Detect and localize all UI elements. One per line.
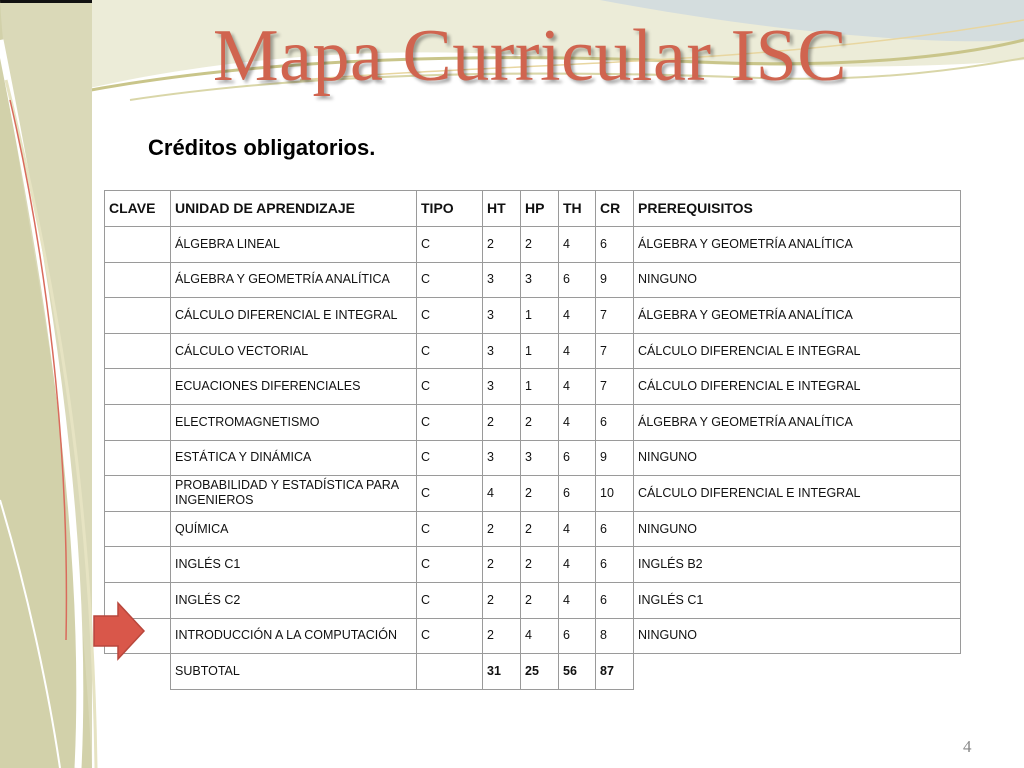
cell-th: 4 <box>559 547 596 583</box>
cell-unidad: INGLÉS C2 <box>171 582 417 618</box>
table-row <box>105 582 961 618</box>
cell-cr: 9 <box>596 262 634 298</box>
subtotal-label: SUBTOTAL <box>171 654 417 690</box>
cell-th: 4 <box>559 369 596 405</box>
column-header-th: TH <box>559 191 596 227</box>
cell-unidad: ECUACIONES DIFERENCIALES <box>171 369 417 405</box>
cell-clave <box>105 511 171 547</box>
cell-th: 6 <box>559 618 596 654</box>
table-row <box>105 333 961 369</box>
cell-ht: 3 <box>483 369 521 405</box>
cell-unidad: QUÍMICA <box>171 511 417 547</box>
cell-clave <box>105 476 171 512</box>
cell-prereq: ÁLGEBRA Y GEOMETRÍA ANALÍTICA <box>634 298 961 334</box>
cell-tipo: C <box>417 511 483 547</box>
subtotal-empty-cell <box>634 654 961 690</box>
cell-prereq: ÁLGEBRA Y GEOMETRÍA ANALÍTICA <box>634 227 961 263</box>
slide-title: Mapa Curricular ISC <box>212 15 848 97</box>
cell-unidad: ÁLGEBRA Y GEOMETRÍA ANALÍTICA <box>171 262 417 298</box>
table-row <box>105 511 961 547</box>
cell-unidad: INGLÉS C1 <box>171 547 417 583</box>
column-header-tipo: TIPO <box>417 191 483 227</box>
cell-cr: 7 <box>596 369 634 405</box>
table-row <box>105 440 961 476</box>
cell-cr: 6 <box>596 404 634 440</box>
cell-tipo: C <box>417 582 483 618</box>
cell-clave <box>105 262 171 298</box>
cell-hp: 2 <box>521 511 559 547</box>
cell-cr: 7 <box>596 298 634 334</box>
cell-prereq: NINGUNO <box>634 262 961 298</box>
column-header-prerequisitos: PREREQUISITOS <box>634 191 961 227</box>
cell-ht: 2 <box>483 618 521 654</box>
cell-clave <box>105 333 171 369</box>
cell-clave <box>105 404 171 440</box>
column-header-clave: CLAVE <box>105 191 171 227</box>
curriculum-table <box>104 190 961 690</box>
cell-clave <box>105 440 171 476</box>
cell-ht: 3 <box>483 262 521 298</box>
table-header-row <box>105 191 961 227</box>
table-row <box>105 262 961 298</box>
cell-th: 4 <box>559 333 596 369</box>
cell-clave <box>105 547 171 583</box>
cell-prereq: CÁLCULO DIFERENCIAL E INTEGRAL <box>634 333 961 369</box>
cell-prereq: NINGUNO <box>634 440 961 476</box>
cell-ht: 3 <box>483 333 521 369</box>
table-row <box>105 476 961 512</box>
cell-tipo: C <box>417 227 483 263</box>
table-row <box>105 298 961 334</box>
cell-hp: 2 <box>521 547 559 583</box>
cell-th: 4 <box>559 511 596 547</box>
subtotal-hp: 25 <box>521 654 559 690</box>
cell-ht: 3 <box>483 440 521 476</box>
cell-ht: 2 <box>483 511 521 547</box>
table-row <box>105 369 961 405</box>
cell-cr: 6 <box>596 511 634 547</box>
table-row <box>105 547 961 583</box>
subtotal-ht: 31 <box>483 654 521 690</box>
cell-tipo: C <box>417 547 483 583</box>
cell-cr: 6 <box>596 582 634 618</box>
cell-unidad: INTRODUCCIÓN A LA COMPUTACIÓN <box>171 618 417 654</box>
cell-prereq: NINGUNO <box>634 511 961 547</box>
cell-cr: 9 <box>596 440 634 476</box>
cell-ht: 2 <box>483 547 521 583</box>
cell-th: 6 <box>559 476 596 512</box>
cell-prereq: INGLÉS B2 <box>634 547 961 583</box>
page-number: 4 <box>963 737 972 756</box>
cell-unidad: ÁLGEBRA LINEAL <box>171 227 417 263</box>
cell-th: 4 <box>559 404 596 440</box>
column-header-unidad: UNIDAD DE APRENDIZAJE <box>171 191 417 227</box>
cell-cr: 6 <box>596 227 634 263</box>
cell-clave <box>105 227 171 263</box>
column-header-hp: HP <box>521 191 559 227</box>
cell-prereq: ÁLGEBRA Y GEOMETRÍA ANALÍTICA <box>634 404 961 440</box>
cell-ht: 2 <box>483 227 521 263</box>
cell-ht: 4 <box>483 476 521 512</box>
cell-prereq: CÁLCULO DIFERENCIAL E INTEGRAL <box>634 369 961 405</box>
cell-prereq: INGLÉS C1 <box>634 582 961 618</box>
column-header-cr: CR <box>596 191 634 227</box>
cell-ht: 2 <box>483 404 521 440</box>
cell-unidad: PROBABILIDAD Y ESTADÍSTICA PARA INGENIEROS <box>171 476 417 512</box>
table-row-highlighted <box>105 618 961 654</box>
cell-th: 4 <box>559 298 596 334</box>
cell-hp: 2 <box>521 404 559 440</box>
cell-unidad: CÁLCULO VECTORIAL <box>171 333 417 369</box>
cell-tipo: C <box>417 404 483 440</box>
cell-hp: 2 <box>521 227 559 263</box>
cell-unidad: CÁLCULO DIFERENCIAL E INTEGRAL <box>171 298 417 334</box>
right-arrow-icon <box>92 600 148 662</box>
cell-cr: 7 <box>596 333 634 369</box>
cell-cr: 8 <box>596 618 634 654</box>
cell-ht: 3 <box>483 298 521 334</box>
cell-hp: 2 <box>521 476 559 512</box>
cell-th: 4 <box>559 582 596 618</box>
cell-hp: 1 <box>521 369 559 405</box>
subtotal-tipo-cell <box>417 654 483 690</box>
cell-tipo: C <box>417 476 483 512</box>
cell-tipo: C <box>417 369 483 405</box>
cell-th: 6 <box>559 262 596 298</box>
table-row <box>105 227 961 263</box>
cell-unidad: ELECTROMAGNETISMO <box>171 404 417 440</box>
cell-th: 4 <box>559 227 596 263</box>
cell-th: 6 <box>559 440 596 476</box>
table-row <box>105 404 961 440</box>
cell-tipo: C <box>417 298 483 334</box>
cell-cr: 6 <box>596 547 634 583</box>
cell-prereq: NINGUNO <box>634 618 961 654</box>
subtotal-th: 56 <box>559 654 596 690</box>
cell-hp: 1 <box>521 298 559 334</box>
slide-subtitle: Créditos obligatorios. <box>148 135 376 160</box>
cell-clave <box>105 298 171 334</box>
cell-tipo: C <box>417 618 483 654</box>
subtotal-cr: 87 <box>596 654 634 690</box>
cell-prereq: CÁLCULO DIFERENCIAL E INTEGRAL <box>634 476 961 512</box>
cell-hp: 1 <box>521 333 559 369</box>
cell-clave <box>105 369 171 405</box>
cell-hp: 4 <box>521 618 559 654</box>
cell-hp: 3 <box>521 262 559 298</box>
cell-unidad: ESTÁTICA Y DINÁMICA <box>171 440 417 476</box>
cell-tipo: C <box>417 262 483 298</box>
column-header-ht: HT <box>483 191 521 227</box>
cell-cr: 10 <box>596 476 634 512</box>
cell-tipo: C <box>417 440 483 476</box>
subtotal-row <box>105 654 961 690</box>
cell-hp: 3 <box>521 440 559 476</box>
cell-hp: 2 <box>521 582 559 618</box>
cell-ht: 2 <box>483 582 521 618</box>
cell-tipo: C <box>417 333 483 369</box>
